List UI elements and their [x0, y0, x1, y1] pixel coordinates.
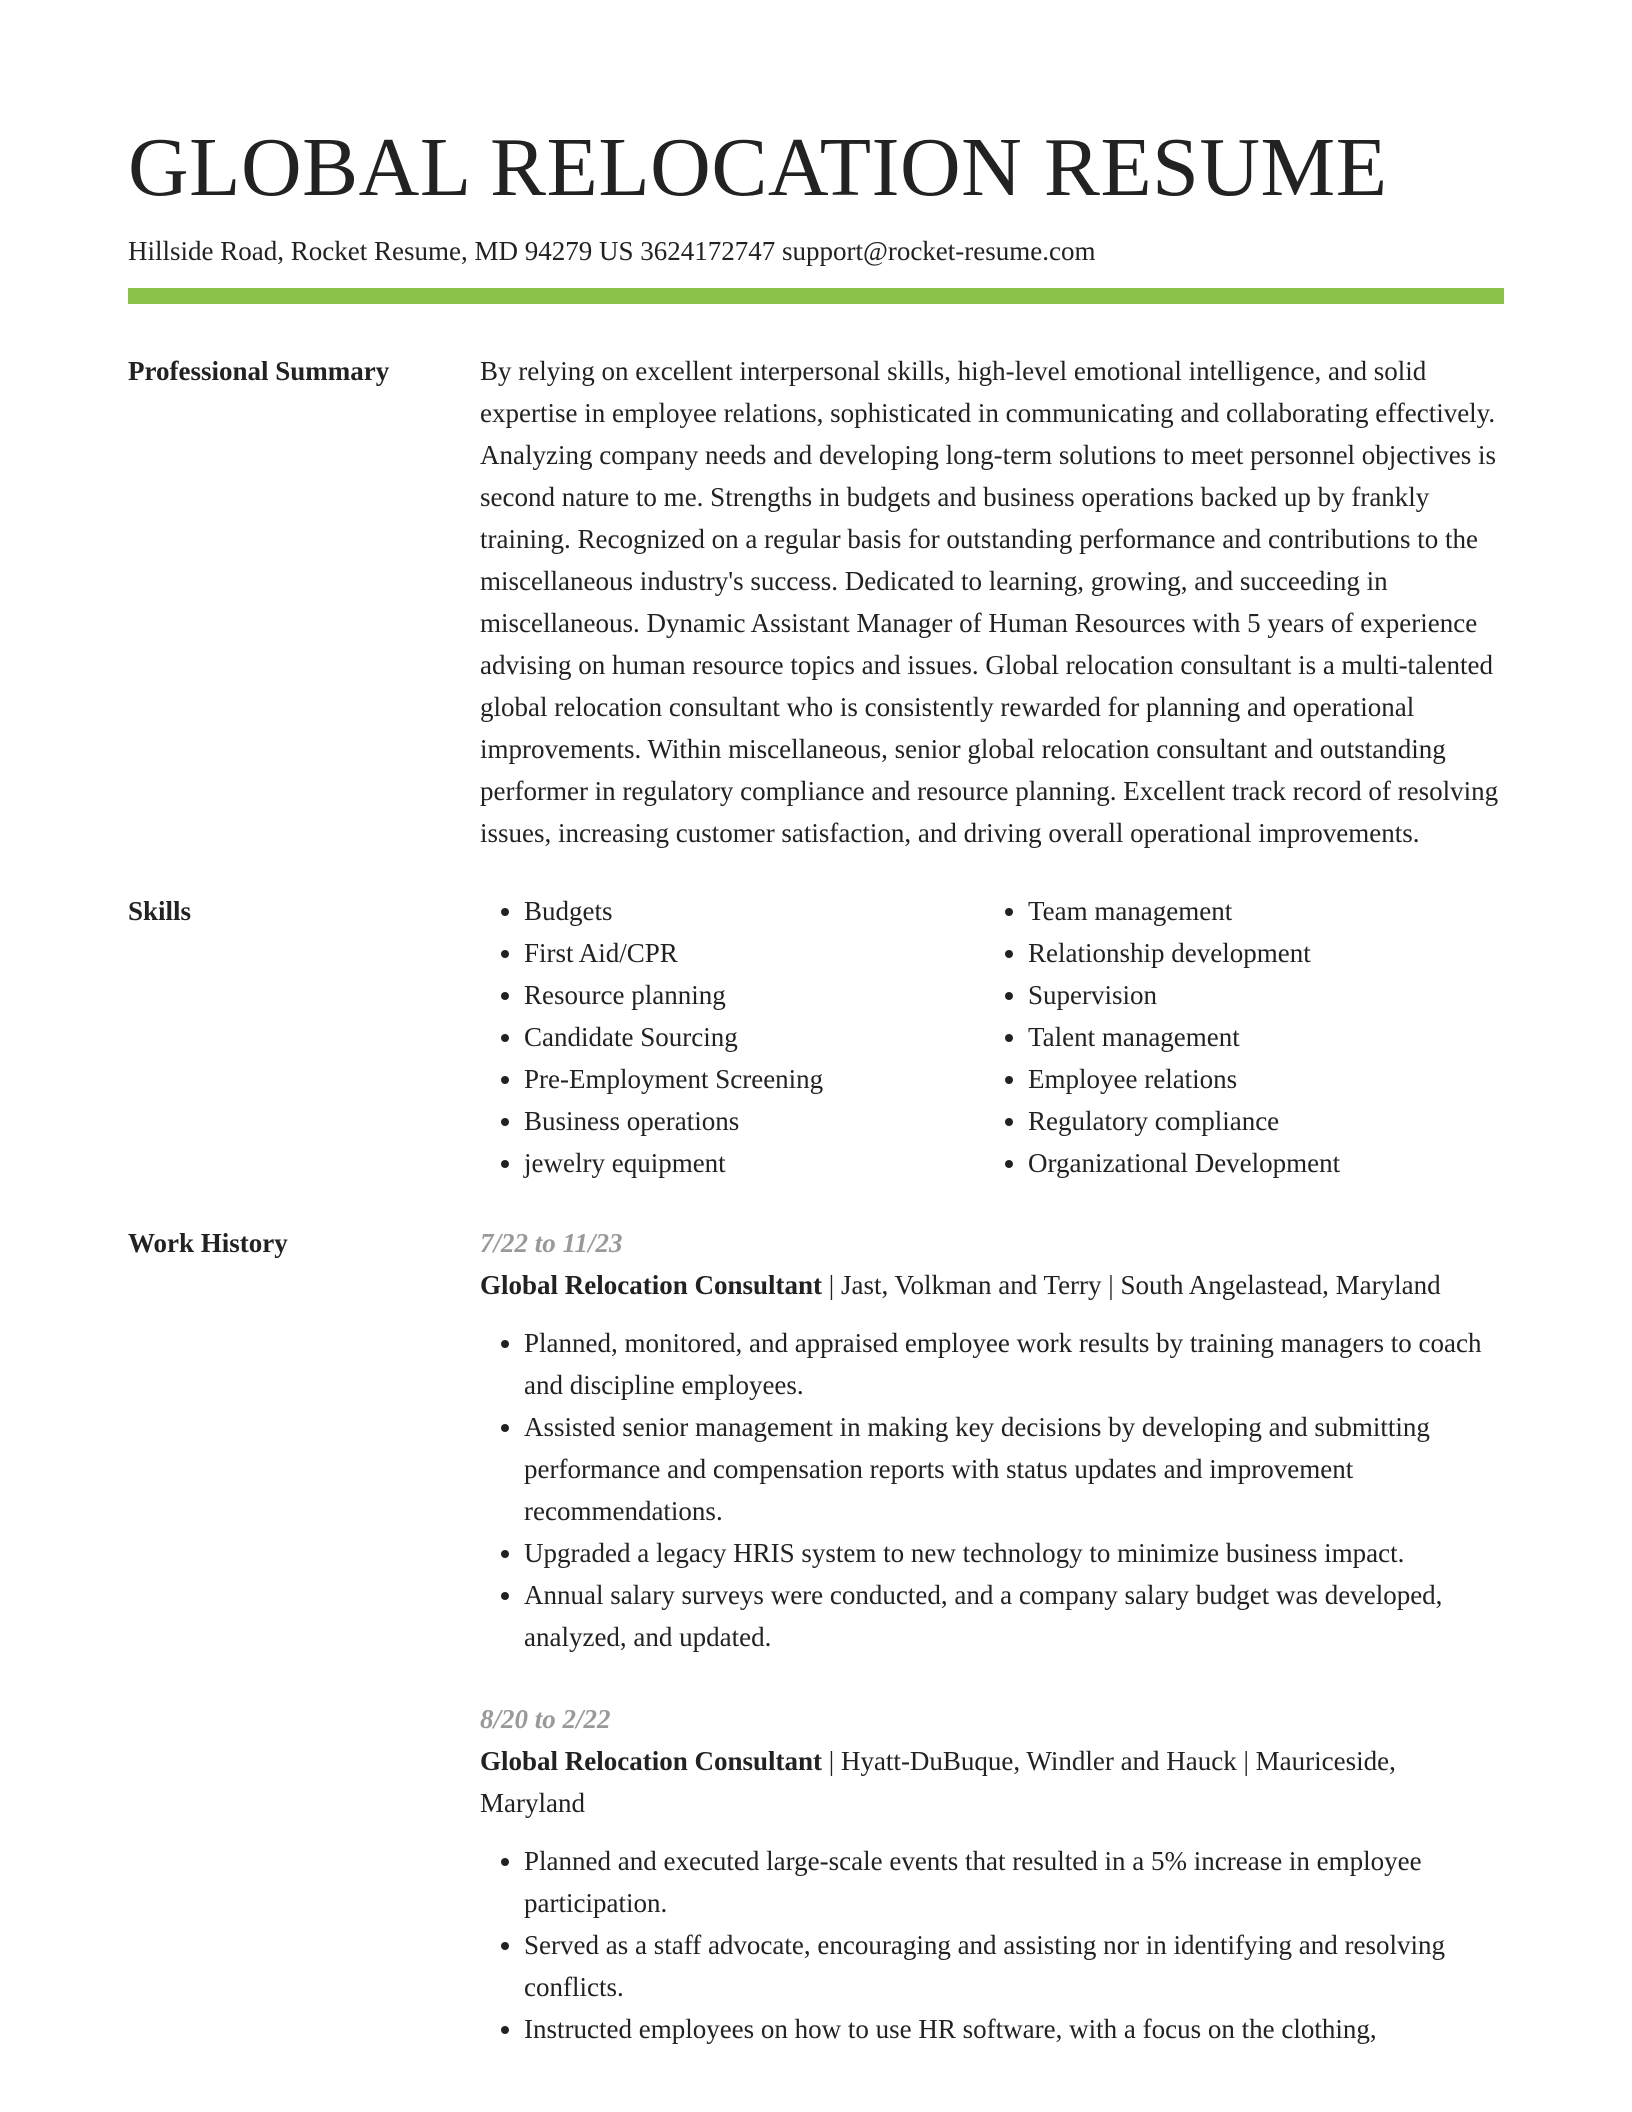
section-title-professional-summary: Professional Summary [128, 356, 390, 386]
job-dates: 7/22 to 11/23 [480, 1228, 623, 1258]
job-bullet: • Served as a staff advocate, encouraging and assisting nor in identifying and resolving conflicts. [524, 1924, 1504, 2008]
skills-list-right [984, 890, 1504, 1184]
contact-line: Hillside Road, Rocket Resume, MD 94279 US 3624172747 support@rocket-resume.com [128, 236, 1096, 266]
job-entry [480, 1222, 1504, 1658]
job-bullet: • Annual salary surveys were conducted, and a company salary budget was developed, analyzed, and updated. [524, 1574, 1504, 1658]
skills-section [128, 890, 1504, 1184]
skill-item: • First Aid/CPR [524, 932, 984, 974]
job-details: | Jast, Volkman and Terry | South Angelastead, Maryland [822, 1270, 1441, 1300]
work-history-section [128, 1222, 1504, 2090]
skill-item: • Relationship development [1028, 932, 1504, 974]
job-bullet: • Upgraded a legacy HRIS system to new technology to minimize business impact. [524, 1532, 1504, 1574]
accent-divider [128, 288, 1504, 304]
job-details: | Hyatt-DuBuque, Windler and Hauck | Mauriceside, Maryland [480, 1746, 1396, 1818]
skill-item: • Talent management [1028, 1016, 1504, 1058]
job-title: Global Relocation Consultant [480, 1746, 823, 1776]
skill-item: • Business operations [524, 1100, 984, 1142]
job-heading [480, 1264, 1504, 1306]
summary-text: By relying on excellent interpersonal skills, high-level emotional intelligence, and solid expertise in employee relations, sophisticated in communicating and collaborating effectively. Analyzing company needs and developing long-term solutions to meet personnel objectives is second nature to me. Strengths in budgets and business operations backed up by frankly training. Recognized on a regular basis for outstanding performance and contributions to the miscellaneous industry's success. Dedicated to learning, growing, and succeeding in miscellaneous. Dynamic Assistant Manager of Human Resources with 5 years of experience advising on human resource topics and issues. Global relocation consultant is a multi-talented global relocation consultant who is consistently rewarded for planning and operational improvements. Within miscellaneous, senior global relocation consultant and outstanding performer in regulatory compliance and resource planning. Excellent track record of resolving issues, increasing customer satisfaction, and driving overall operational improvements. [480, 356, 1499, 848]
skill-item: • Employee relations [1028, 1058, 1504, 1100]
professional-summary-section [128, 350, 1504, 854]
job-bullet: • Planned, monitored, and appraised employee work results by training managers to coach and discipline employees. [524, 1322, 1504, 1406]
resume-page [128, 0, 1504, 2090]
skill-item: • Budgets [524, 890, 984, 932]
skill-item: • Regulatory compliance [1028, 1100, 1504, 1142]
skill-item: • Candidate Sourcing [524, 1016, 984, 1058]
resume-title: GLOBAL RELOCATION RESUME [128, 121, 1388, 214]
skills-columns [480, 890, 1504, 1184]
job-title: Global Relocation Consultant [480, 1270, 823, 1300]
job-bullet: • Planned and executed large-scale events that resulted in a 5% increase in employee participation. [524, 1840, 1504, 1924]
job-bullet: • Assisted senior management in making key decisions by developing and submitting performance and compensation reports with status updates and improvement recommendations. [524, 1406, 1504, 1532]
job-heading [480, 1740, 1504, 1824]
section-title-skills: Skills [128, 896, 192, 926]
job-entry [480, 1698, 1504, 2050]
job-bullets [480, 1840, 1504, 2050]
job-bullets [480, 1322, 1504, 1658]
section-title-work-history: Work History [128, 1228, 288, 1258]
skill-item: • Organizational Development [1028, 1142, 1504, 1184]
skill-item: • Supervision [1028, 974, 1504, 1016]
skills-list-left [480, 890, 984, 1184]
skill-item: • Team management [1028, 890, 1504, 932]
job-bullet: • Instructed employees on how to use HR software, with a focus on the clothing, [524, 2008, 1504, 2050]
skill-item: • jewelry equipment [524, 1142, 984, 1184]
skill-item: • Resource planning [524, 974, 984, 1016]
skill-item: • Pre-Employment Screening [524, 1058, 984, 1100]
job-dates: 8/20 to 2/22 [480, 1704, 611, 1734]
